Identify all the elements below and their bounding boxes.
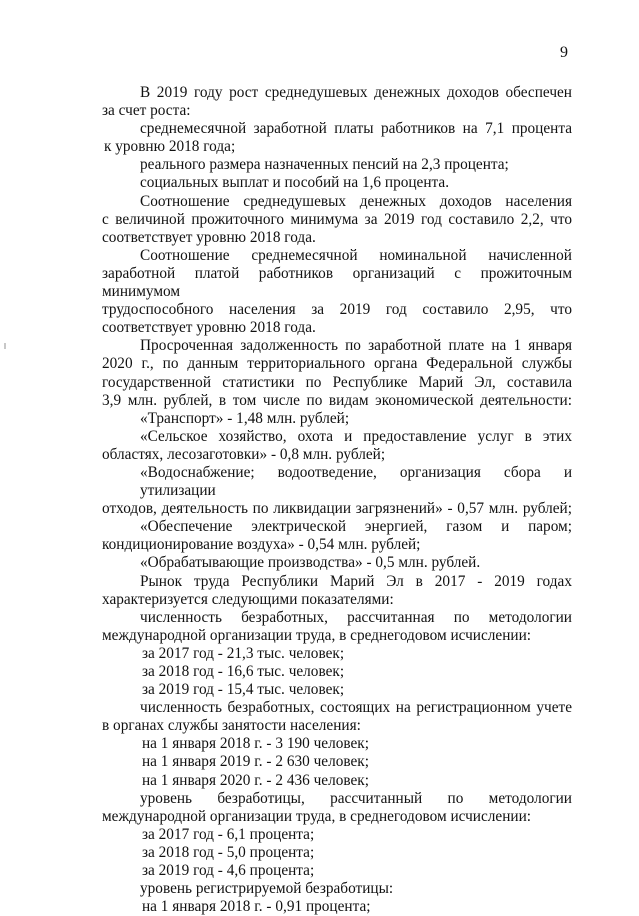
list-item — [102, 663, 572, 681]
text-line: среднемесячной заработной платы работников на 7,1 процента — [140, 120, 572, 138]
text-line: Соотношение среднедушевых денежных доходов населения — [140, 192, 572, 210]
paragraph-agriculture — [102, 428, 572, 464]
list-item — [102, 844, 572, 862]
text-line: «Обеспечение электрической энергией, газом и паром; — [140, 518, 572, 536]
text-line: к уровню 2018 года; — [104, 138, 236, 156]
text-line: численность безработных, рассчитанная по методологии — [140, 608, 572, 626]
text-line: международной организации труда, в среднегодовом исчислении: — [102, 807, 532, 825]
paragraph-energy — [102, 518, 572, 554]
text-line: соответствует уровню 2018 года. — [102, 228, 316, 246]
paragraph-unemployment-rate-ilo — [102, 790, 572, 826]
text-line: Соотношение среднемесячной номинальной начисленной — [140, 246, 572, 264]
paragraph-income-ratio — [102, 193, 572, 247]
text-line: за 2019 год - 4,6 процента; — [142, 862, 315, 880]
list-item — [102, 772, 572, 790]
list-item — [102, 826, 572, 844]
paragraph-pensions — [102, 156, 572, 174]
text-line: на 1 января 2018 г. - 0,91 процента; — [142, 898, 371, 916]
paragraph-wage-growth — [102, 120, 572, 156]
text-line: численность безработных, состоящих на регистрационном учете — [140, 699, 572, 717]
text-line: областях, лесозаготовки» - 0,8 млн. рублей; — [102, 445, 386, 463]
text-line: реального размера назначенных пенсий на 2,3 процента; — [140, 156, 509, 174]
text-line: за счет роста: — [102, 102, 191, 120]
document-body — [102, 84, 572, 916]
text-line: за 2018 год - 16,6 тыс. человек; — [142, 663, 345, 680]
text-line: на 1 января 2018 г. - 3 190 человек; — [142, 735, 369, 753]
text-line: кондиционирование воздуха» - 0,54 млн. рублей; — [102, 536, 421, 554]
text-line: отходов, деятельность по ликвидации загрязнений» - 0,57 млн. рублей; — [102, 500, 572, 518]
list-item — [102, 735, 572, 753]
text-line: заработной платой работников организаций с прожиточным минимумом — [102, 264, 572, 301]
text-line: Просроченная задолженность по заработной плате на 1 января — [140, 337, 572, 355]
text-line: характеризуется следующими показателями: — [102, 590, 394, 608]
paragraph-water-supply — [102, 464, 572, 518]
scan-mark — [4, 343, 6, 349]
paragraph-social-payments — [102, 174, 572, 192]
paragraph-income-growth — [102, 84, 572, 120]
list-item — [102, 862, 572, 880]
text-line: соответствует уровню 2018 года. — [102, 319, 316, 337]
paragraph-transport — [102, 410, 572, 428]
text-line: «Сельское хозяйство, охота и предоставление услуг в этих — [140, 427, 572, 445]
text-line: «Обрабатывающие производства» - 0,5 млн. рублей. — [140, 554, 481, 572]
paragraph-wage-arrears — [102, 337, 572, 409]
text-line: за 2019 год - 15,4 тыс. человек; — [142, 681, 345, 699]
text-line: в органах службы занятости населения: — [102, 717, 361, 735]
text-line: международной организации труда, в среднегодовом исчислении: — [102, 626, 532, 644]
list-item — [102, 753, 572, 771]
text-line: уровень регистрируемой безработицы: — [140, 880, 394, 898]
paragraph-wage-ratio — [102, 247, 572, 337]
text-line: трудоспособного населения за 2019 год составило 2,95, что — [102, 301, 572, 319]
text-line: «Транспорт» - 1,48 млн. рублей; — [140, 409, 350, 427]
list-item — [102, 681, 572, 699]
text-line: за 2017 год - 6,1 процента; — [142, 825, 315, 843]
text-line: 2020 г., по данным территориального органа Федеральной службы — [102, 355, 572, 373]
paragraph-unemployed-ilo — [102, 609, 572, 645]
text-line: государственной статистики по Республике Марий Эл, составила — [102, 373, 572, 391]
text-line: социальных выплат и пособий на 1,6 процента. — [140, 174, 450, 192]
page-number: 9 — [560, 44, 568, 61]
text-line: за 2017 год - 21,3 тыс. человек; — [142, 644, 345, 662]
paragraph-registered-rate — [102, 880, 572, 898]
text-line: 3,9 млн. рублей, в том числе по видам экономической деятельности: — [102, 391, 572, 409]
text-line: за 2018 год - 5,0 процента; — [142, 843, 315, 861]
text-line: Рынок труда Республики Марий Эл в 2017 - 2019 годах — [140, 572, 572, 590]
list-item — [102, 645, 572, 663]
text-line: с величиной прожиточного минимума за 2019 год составило 2,2, что — [102, 210, 572, 228]
paragraph-manufacturing — [102, 554, 572, 572]
text-line: уровень безработицы, рассчитанный по методологии — [140, 789, 572, 807]
text-line: на 1 января 2020 г. - 2 436 человек; — [142, 771, 369, 789]
text-line: В 2019 году рост среднедушевых денежных доходов обеспечен — [140, 84, 572, 101]
paragraph-registered-unemployed — [102, 699, 572, 735]
list-item — [102, 898, 572, 916]
text-line: «Водоснабжение; водоотведение, организация сбора и утилизации — [140, 463, 572, 500]
paragraph-labor-market — [102, 573, 572, 609]
text-line: на 1 января 2019 г. - 2 630 человек; — [142, 753, 369, 771]
